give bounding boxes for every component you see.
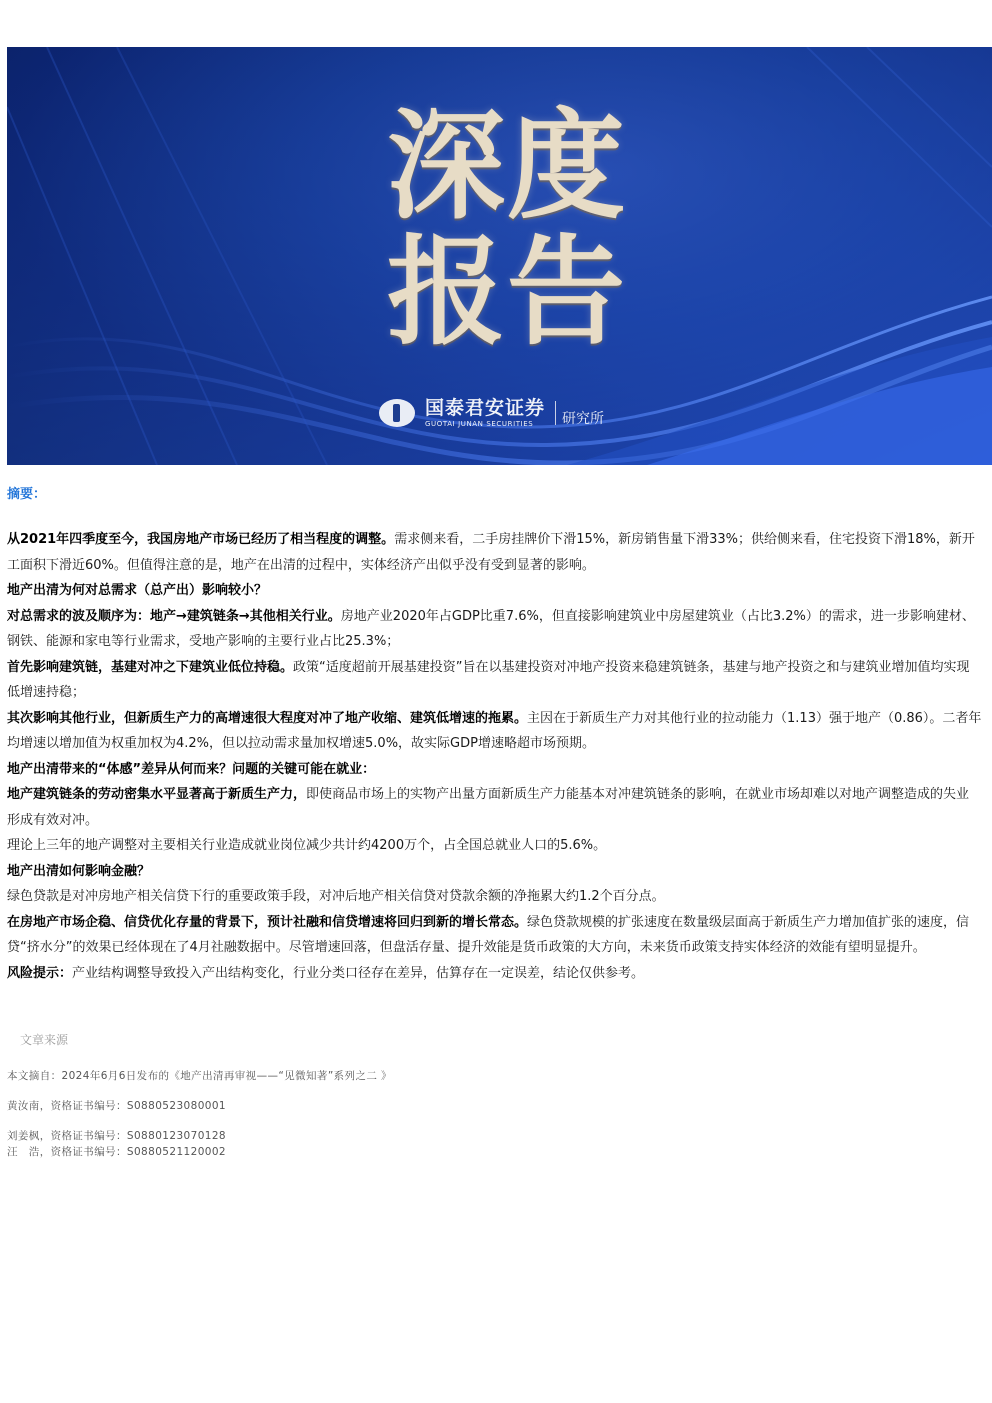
summary-body [7,527,982,986]
paragraph [7,604,982,655]
paragraph [7,859,982,885]
paragraph-lead: 地产建筑链条的劳动密集水平显著高于新质生产力， [7,787,307,802]
paragraph-text: 绿色贷款是对冲房地产相关信贷下行的重要政策手段，对冲后地产相关信贷对贷款余额的净拖累大约1.2个百分点。 [7,889,665,904]
summary-heading: 摘要： [7,487,47,502]
paragraph-text: 主因在于新质生产力对其他行业的拉动能力（1.13）强于地产（0.86）。二者年均增速以增加值为权重加权为4.2%，但以拉动需求量加权增速5.0%，故实际GDP增速略超市场预期。 [7,710,982,751]
logo-institute: 研究所 [562,411,605,427]
author-line: 刘姜枫，资格证书编号：S0880123070128 [7,1130,227,1142]
paragraph [7,910,982,961]
paragraph-lead: 从2021年四季度至今，我国房地产市场已经历了相当程度的调整。 [7,532,395,547]
paragraph-lead: 首先影响建筑链，基建对冲之下建筑业低位持稳。 [7,659,294,675]
author-line: 汪 浩，资格证书编号：S0880521120002 [7,1146,227,1158]
company-logo [379,393,604,433]
author-line: 黄汝南，资格证书编号：S0880523080001 [7,1100,227,1112]
paragraph [7,961,982,987]
paragraph [7,782,982,833]
paragraph-text: 即使商品市场上的实物产出量方面新质生产力能基本对冲建筑链条的影响，在就业市场却难以对地产调整造成的失业形成有效对冲。 [7,787,970,828]
paragraph-text: 绿色贷款规模的扩张速度在数量级层面高于新质生产力增加值扩张的速度，信贷“挤水分”的效果已经体现在了4月社融数据中。尽管增速回落，但盘活存量、提升效能是货币政策的大方向，未来货币政策支持实体经济的效能有望明显提升。 [7,914,970,955]
paragraph-text: 房地产业2020年占GDP比重7.6%，但直接影响建筑业中房屋建筑业（占比3.2%）的需求，进一步影响建材、钢铁、能源和家电等行业需求，受地产影响的主要行业占比25.3%； [7,608,975,649]
paragraph-lead: 地产出清为何对总需求（总产出）影响较小？ [7,583,268,598]
banner-title-line1: 深度 [387,96,628,235]
report-banner [7,47,992,465]
source-excerpt: 本文摘自：2024年6月6日发布的《地产出清再审视——“见微知著”系列之二 》 [7,1070,392,1082]
logo-emblem-icon [379,399,415,427]
logo-name-en: GUOTAI JUNAN SECURITIES [425,419,534,428]
source-label: 文章来源 [20,1033,69,1047]
paragraph-lead: 其次影响其他行业，但新质生产力的高增速很大程度对冲了地产收缩、建筑低增速的拖累。 [7,710,528,726]
paragraph-lead: 在房地产市场企稳、信贷优化存量的背景下，预计社融和信贷增速将回归到新的增长常态。 [7,914,528,930]
paragraph-text: 产业结构调整导致投入产出结构变化，行业分类口径存在差异，估算存在一定误差，结论仅供参考。 [72,965,645,981]
paragraph [7,527,982,578]
paragraph [7,884,982,910]
paragraph [7,655,982,706]
banner-title-line2: 报告 [387,222,628,361]
paragraph-text: 理论上三年的地产调整对主要相关行业造成就业岗位减少共计约4200万个，占全国总就业人口的5.6%。 [7,838,607,853]
paragraph [7,833,982,859]
paragraph [7,757,982,783]
paragraph-lead: 风险提示： [7,965,73,981]
paragraph [7,578,982,604]
logo-name-cn: 国泰君安证券 [425,396,546,419]
paragraph-text: 政策“适度超前开展基建投资”旨在以基建投资对冲地产投资来稳建筑链条，基建与地产投资之和与建筑业增加值均实现低增速持稳； [7,659,970,700]
paragraph [7,706,982,757]
logo-divider [555,401,556,425]
paragraph-lead: 地产出清带来的“体感”差异从何而来？问题的关键可能在就业： [7,761,376,777]
paragraph-lead: 对总需求的波及顺序为：地产→建筑链条→其他相关行业。 [7,608,341,624]
paragraph-lead: 地产出清如何影响金融？ [7,863,151,879]
paragraph-text: 需求侧来看，二手房挂牌价下滑15%，新房销售量下滑33%；供给侧来看，住宅投资下滑18%，新开工面积下滑近60%。但值得注意的是，地产在出清的过程中，实体经济产出似乎没有受到显著的影响。 [7,532,975,573]
